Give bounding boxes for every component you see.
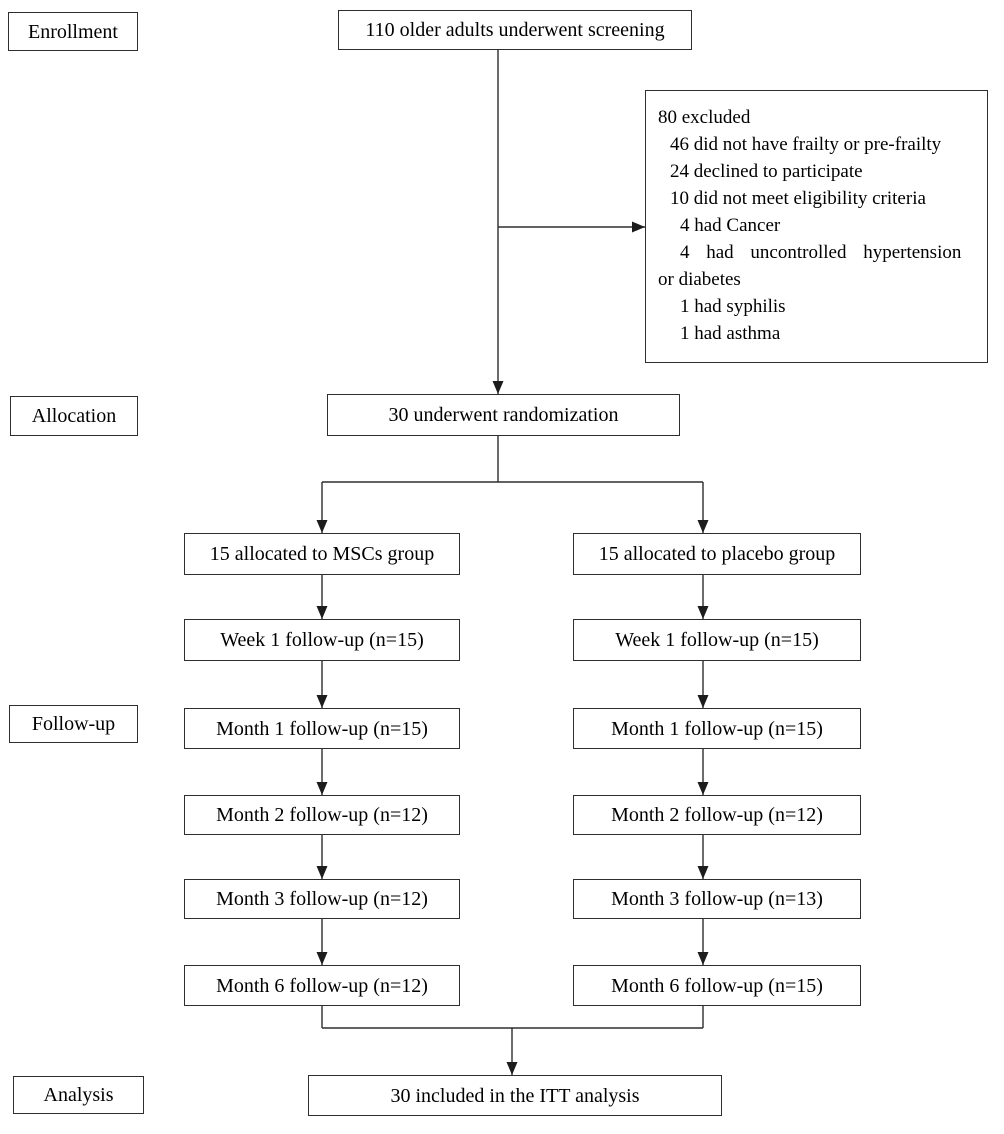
placebo-week1-box: Week 1 follow-up (n=15) (573, 619, 861, 661)
exclusion-line-frailty: 46 did not have frailty or pre-frailty (670, 134, 942, 155)
exclusion-line-declined: 24 declined to participate (670, 161, 863, 182)
msc-month6-box: Month 6 follow-up (n=12) (184, 965, 460, 1006)
msc-month2-box: Month 2 follow-up (n=12) (184, 795, 460, 835)
exclusion-line-asthma: 1 had asthma (680, 323, 781, 344)
placebo-month1-box: Month 1 follow-up (n=15) (573, 708, 861, 749)
stage-label-enrollment: Enrollment (8, 12, 138, 51)
placebo-month2-box: Month 2 follow-up (n=12) (573, 795, 861, 835)
placebo-month6-box: Month 6 follow-up (n=15) (573, 965, 861, 1006)
stage-label-followup: Follow-up (9, 705, 138, 743)
itt-analysis-box: 30 included in the ITT analysis (308, 1075, 722, 1116)
exclusion-line-diabetes-cont: or diabetes (658, 269, 741, 290)
stage-label-allocation: Allocation (10, 396, 138, 436)
msc-month3-box: Month 3 follow-up (n=12) (184, 879, 460, 919)
msc-month1-box: Month 1 follow-up (n=15) (184, 708, 460, 749)
stage-label-analysis: Analysis (13, 1076, 144, 1114)
exclusion-box (645, 90, 988, 363)
msc-allocation-box: 15 allocated to MSCs group (184, 533, 460, 575)
placebo-month3-box: Month 3 follow-up (n=13) (573, 879, 861, 919)
exclusion-line-syphilis: 1 had syphilis (680, 296, 786, 317)
exclusion-line-total: 80 excluded (658, 107, 751, 128)
exclusion-line-hypertension: 4 had uncontrolled hypertension (680, 242, 962, 263)
exclusion-line-cancer: 4 had Cancer (680, 215, 781, 236)
msc-week1-box: Week 1 follow-up (n=15) (184, 619, 460, 661)
exclusion-line-eligibility: 10 did not meet eligibility criteria (670, 188, 926, 209)
randomization-box: 30 underwent randomization (327, 394, 680, 436)
screening-box: 110 older adults underwent screening (338, 10, 692, 50)
placebo-allocation-box: 15 allocated to placebo group (573, 533, 861, 575)
